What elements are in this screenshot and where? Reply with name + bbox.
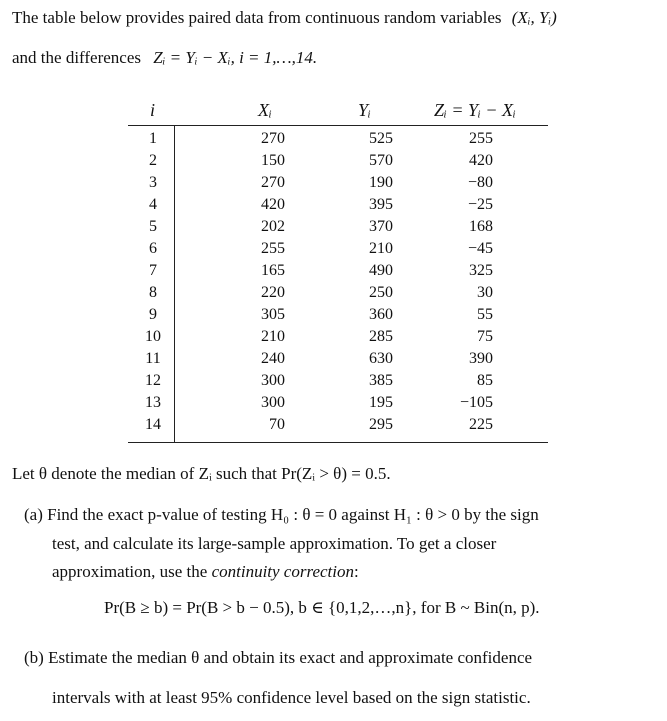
- cell-x: 270: [261, 174, 285, 191]
- cell-z: −80: [467, 174, 493, 191]
- cell-x: 305: [261, 306, 285, 323]
- cell-z: 420: [469, 152, 493, 169]
- cell-x: 220: [261, 284, 285, 301]
- intro-line-2: [12, 48, 317, 68]
- cell-index: 7: [149, 262, 157, 279]
- header-x: Xᵢ: [258, 100, 272, 120]
- cell-z: 75: [477, 328, 493, 345]
- table-row: [128, 218, 548, 240]
- part-a-line-3-end: :: [354, 562, 359, 581]
- bottom-rule: [128, 442, 548, 443]
- cell-index: 13: [145, 394, 161, 411]
- header-i: i: [150, 100, 156, 120]
- cell-x: 270: [261, 130, 285, 147]
- cell-index: 8: [149, 284, 157, 301]
- cell-y: 385: [369, 372, 393, 389]
- cell-y: 210: [369, 240, 393, 257]
- cell-y: 285: [369, 328, 393, 345]
- cell-x: 165: [261, 262, 285, 279]
- part-a-line-2: test, and calculate its large-sample approximation. To get a closer: [52, 534, 497, 553]
- table-row: [128, 416, 548, 438]
- part-a-line-3-start: approximation, use the: [52, 562, 212, 581]
- cell-z: 55: [477, 306, 493, 323]
- cell-y: 395: [369, 196, 393, 213]
- header-rule: [128, 125, 548, 126]
- cell-x: 70: [269, 416, 285, 433]
- continuity-correction-emphasis: continuity correction: [211, 562, 354, 581]
- cell-index: 14: [145, 416, 161, 433]
- part-b-line-1: (b) Estimate the median θ and obtain its exact and approximate confidence: [24, 648, 533, 667]
- cell-index: 12: [145, 372, 161, 389]
- cell-z: −25: [467, 196, 493, 213]
- cell-z: 325: [469, 262, 493, 279]
- cell-x: 150: [261, 152, 285, 169]
- cell-y: 630: [369, 350, 393, 367]
- cell-y: 195: [369, 394, 393, 411]
- cell-index: 3: [149, 174, 157, 191]
- cell-index: 4: [149, 196, 157, 213]
- intro-text: The table below provides paired data from continuous random variables: [12, 8, 502, 27]
- table-row: [128, 284, 548, 306]
- cell-x: 300: [261, 372, 285, 389]
- table-row: [128, 394, 548, 416]
- pair-notation: (Xᵢ, Yᵢ): [511, 8, 557, 27]
- cell-z: 255: [469, 130, 493, 147]
- table-row: [128, 240, 548, 262]
- cell-y: 360: [369, 306, 393, 323]
- cell-y: 370: [369, 218, 393, 235]
- cell-y: 525: [369, 130, 393, 147]
- header-y: Yᵢ: [358, 100, 371, 120]
- cell-index: 1: [149, 130, 157, 147]
- cell-index: 11: [145, 350, 161, 367]
- cell-z: 85: [477, 372, 493, 389]
- continuity-formula: Pr(B ≥ b) = Pr(B > b − 0.5), b ∈ {0,1,2,…,n}, for B ~ Bin(n, p).: [104, 598, 540, 617]
- cell-x: 420: [261, 196, 285, 213]
- table-row: [128, 262, 548, 284]
- cell-x: 300: [261, 394, 285, 411]
- part-a-line-3: [52, 560, 359, 584]
- cell-z: −105: [459, 394, 493, 411]
- table-row: [128, 350, 548, 372]
- table-row: [128, 174, 548, 196]
- table-row: [128, 372, 548, 394]
- cell-index: 9: [149, 306, 157, 323]
- median-definition: Let θ denote the median of Zᵢ such that Pr(Zᵢ > θ) = 0.5.: [12, 464, 391, 483]
- table-row: [128, 306, 548, 328]
- table-row: [128, 152, 548, 174]
- cell-x: 210: [261, 328, 285, 345]
- difference-formula: Zᵢ = Yᵢ − Xᵢ, i = 1,…,14.: [153, 48, 318, 67]
- cell-index: 5: [149, 218, 157, 235]
- table-row: [128, 196, 548, 218]
- cell-x: 255: [261, 240, 285, 257]
- cell-z: 225: [469, 416, 493, 433]
- cell-z: 390: [469, 350, 493, 367]
- differences-text: and the differences: [12, 48, 142, 67]
- cell-y: 295: [369, 416, 393, 433]
- cell-index: 10: [145, 328, 161, 345]
- cell-z: −45: [467, 240, 493, 257]
- cell-y: 570: [369, 152, 393, 169]
- table-row: [128, 130, 548, 152]
- table-header: [128, 92, 548, 122]
- cell-y: 490: [369, 262, 393, 279]
- cell-index: 6: [149, 240, 157, 257]
- cell-index: 2: [149, 152, 157, 169]
- header-z: Zᵢ = Yᵢ − Xᵢ: [434, 100, 516, 120]
- part-a-line-1: (a) Find the exact p-value of testing H₀ : θ = 0 against H₁ : θ > 0 by the sign: [24, 505, 539, 524]
- cell-x: 240: [261, 350, 285, 367]
- cell-z: 168: [469, 218, 493, 235]
- intro-line-1: [12, 8, 557, 28]
- cell-y: 190: [369, 174, 393, 191]
- part-b-line-2: intervals with at least 95% confidence level based on the sign statistic.: [52, 688, 531, 707]
- cell-x: 202: [261, 218, 285, 235]
- cell-z: 30: [477, 284, 493, 301]
- cell-y: 250: [369, 284, 393, 301]
- table-row: [128, 328, 548, 350]
